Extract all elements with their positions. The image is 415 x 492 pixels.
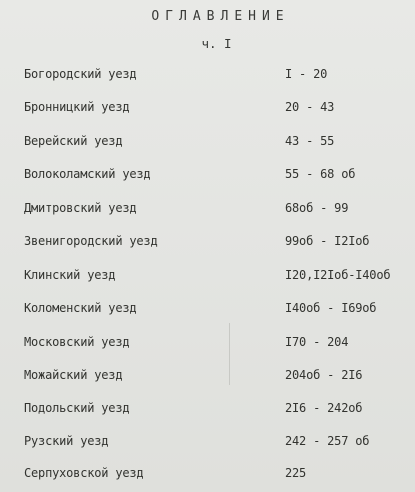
toc-entry-pages: 204об - 2I6 <box>285 368 363 382</box>
toc-entry-pages: 43 - 55 <box>285 134 335 148</box>
toc-entry-name: Рузский уезд <box>24 434 109 448</box>
part-label: ч. I <box>201 36 232 51</box>
toc-entry-name: Звенигородский уезд <box>24 234 158 248</box>
toc-entry <box>0 368 415 388</box>
toc-entry <box>0 401 415 421</box>
toc-entry-name: Бронницкий уезд <box>24 100 130 114</box>
toc-entry-name: Можайский уезд <box>24 368 123 382</box>
toc-entry-name: Московский уезд <box>24 335 130 349</box>
toc-entry <box>0 201 415 221</box>
toc-entry <box>0 268 415 288</box>
toc-entry-name: Дмитровский уезд <box>24 201 137 215</box>
toc-entry <box>0 100 415 120</box>
toc-entry-pages: I20,I2Iоб-I40об <box>285 268 391 282</box>
toc-entry-pages: 242 - 257 об <box>285 434 370 448</box>
toc-entry-name: Верейский уезд <box>24 134 123 148</box>
toc-entry <box>0 167 415 187</box>
toc-entry-name: Волоколамский уезд <box>24 167 151 181</box>
toc-entry-pages: I - 20 <box>285 67 328 81</box>
toc-entry <box>0 134 415 154</box>
toc-entry-pages: 225 <box>285 466 307 480</box>
toc-entry <box>0 434 415 454</box>
toc-entry-name: Коломенский уезд <box>24 301 137 315</box>
toc-entry-name: Клинский уезд <box>24 268 116 282</box>
toc-entry-pages: I40об - I69об <box>285 301 377 315</box>
toc-entry-pages: 99об - I2Iоб <box>285 234 370 248</box>
toc-entry-name: Серпуховской уезд <box>24 466 144 480</box>
toc-entry-name: Подольский уезд <box>24 401 130 415</box>
toc-entry-pages: 2I6 - 242об <box>285 401 363 415</box>
toc-entry-pages: 55 - 68 об <box>285 167 356 181</box>
toc-entry-pages: 20 - 43 <box>285 100 335 114</box>
toc-entry <box>0 466 415 486</box>
toc-entry <box>0 67 415 87</box>
toc-entry <box>0 301 415 321</box>
toc-entry-name: Богородский уезд <box>24 67 137 81</box>
toc-entry <box>0 234 415 254</box>
toc-entry-pages: 68об - 99 <box>285 201 349 215</box>
page-title: ОГЛАВЛЕНИЕ <box>151 9 290 24</box>
toc-entry-pages: I70 - 204 <box>285 335 349 349</box>
paper-fold-line <box>229 323 230 385</box>
toc-entry <box>0 335 415 355</box>
